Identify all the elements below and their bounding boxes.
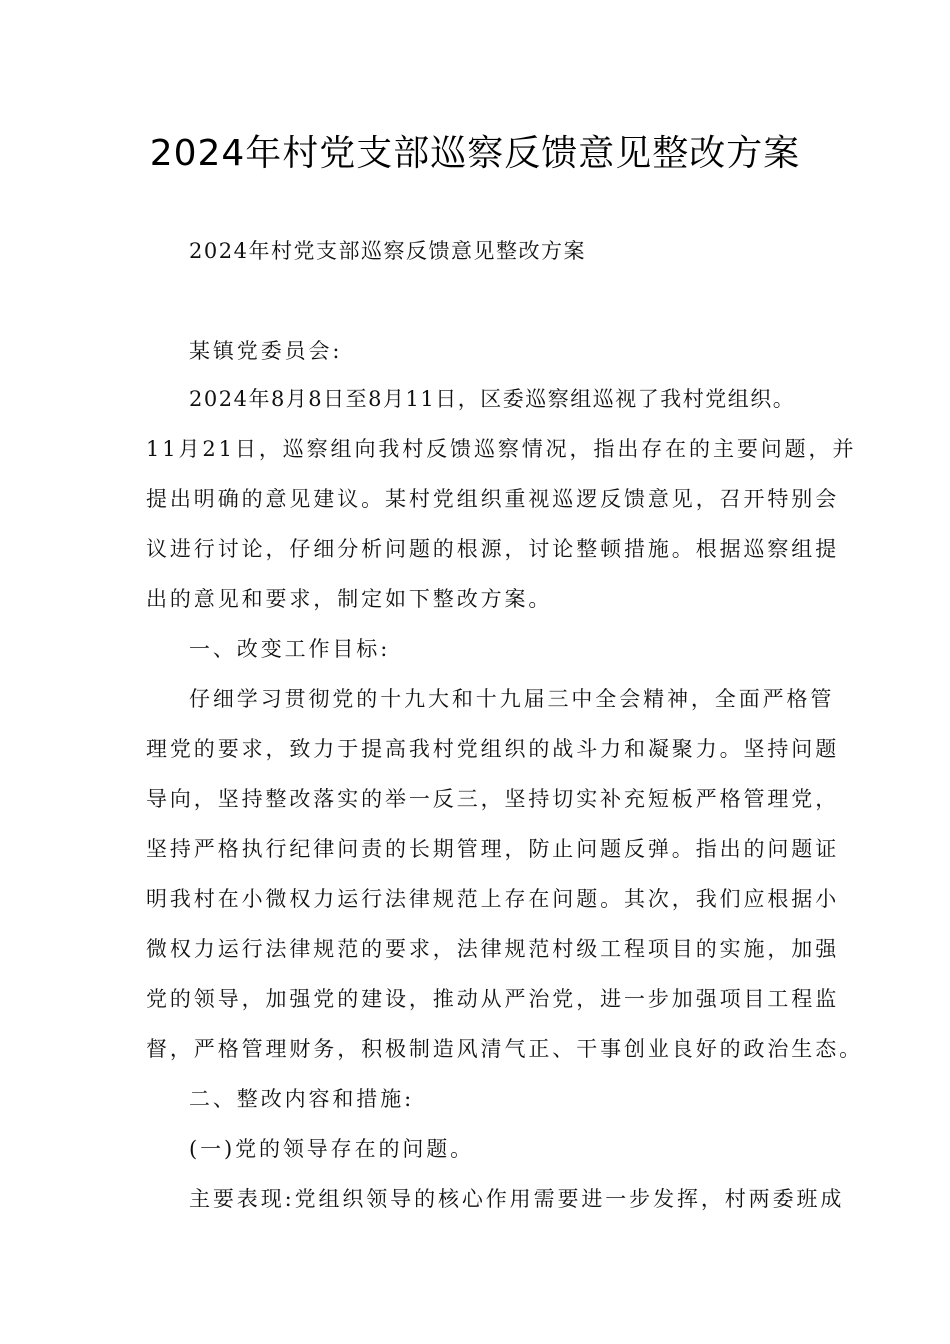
document-subtitle: 2024年村党支部巡察反馈意见整改方案 xyxy=(189,239,586,263)
paragraph-line: 微权力运行法律规范的要求，法律规范村级工程项目的实施，加强 xyxy=(146,937,840,961)
paragraph-line: 出的意见和要求，制定如下整改方案。 xyxy=(146,587,553,611)
paragraph-line: 明我村在小微权力运行法律规范上存在问题。其次，我们应根据小 xyxy=(146,887,840,911)
section-heading: 二、整改内容和措施: xyxy=(189,1087,415,1111)
paragraph-line: 议进行讨论，仔细分析问题的根源，讨论整顿措施。根据巡察组提 xyxy=(146,537,840,561)
subsection-heading: (一)党的领导存在的问题。 xyxy=(189,1137,475,1161)
paragraph-line: 坚持严格执行纪律问责的长期管理，防止问题反弹。指出的问题证 xyxy=(146,837,840,861)
paragraph-line: 提出明确的意见建议。某村党组织重视巡逻反馈意见，召开特别会 xyxy=(146,487,840,511)
paragraph-line: 11月21日，巡察组向我村反馈巡察情况，指出存在的主要问题，并 xyxy=(146,437,857,461)
paragraph-line: 督，严格管理财务，积极制造风清气正、干事创业良好的政治生态。 xyxy=(146,1037,863,1061)
salutation: 某镇党委员会: xyxy=(189,339,343,363)
paragraph-line: 仔细学习贯彻党的十九大和十九届三中全会精神，全面严格管 xyxy=(189,687,835,711)
paragraph-line: 主要表现:党组织领导的核心作用需要进一步发挥，村两委班成 xyxy=(189,1187,845,1211)
section-heading: 一、改变工作目标: xyxy=(189,637,391,661)
paragraph-line: 2024年8月8日至8月11日，区委巡察组巡视了我村党组织。 xyxy=(189,387,796,411)
document-title: 2024年村党支部巡察反馈意见整改方案 xyxy=(149,133,801,174)
paragraph-line: 理党的要求，致力于提高我村党组织的战斗力和凝聚力。坚持问题 xyxy=(146,737,840,761)
paragraph-line: 党的领导，加强党的建设，推动从严治党，进一步加强项目工程监 xyxy=(146,987,840,1011)
paragraph-line: 导向，坚持整改落实的举一反三，坚持切实补充短板严格管理党， xyxy=(146,787,840,811)
